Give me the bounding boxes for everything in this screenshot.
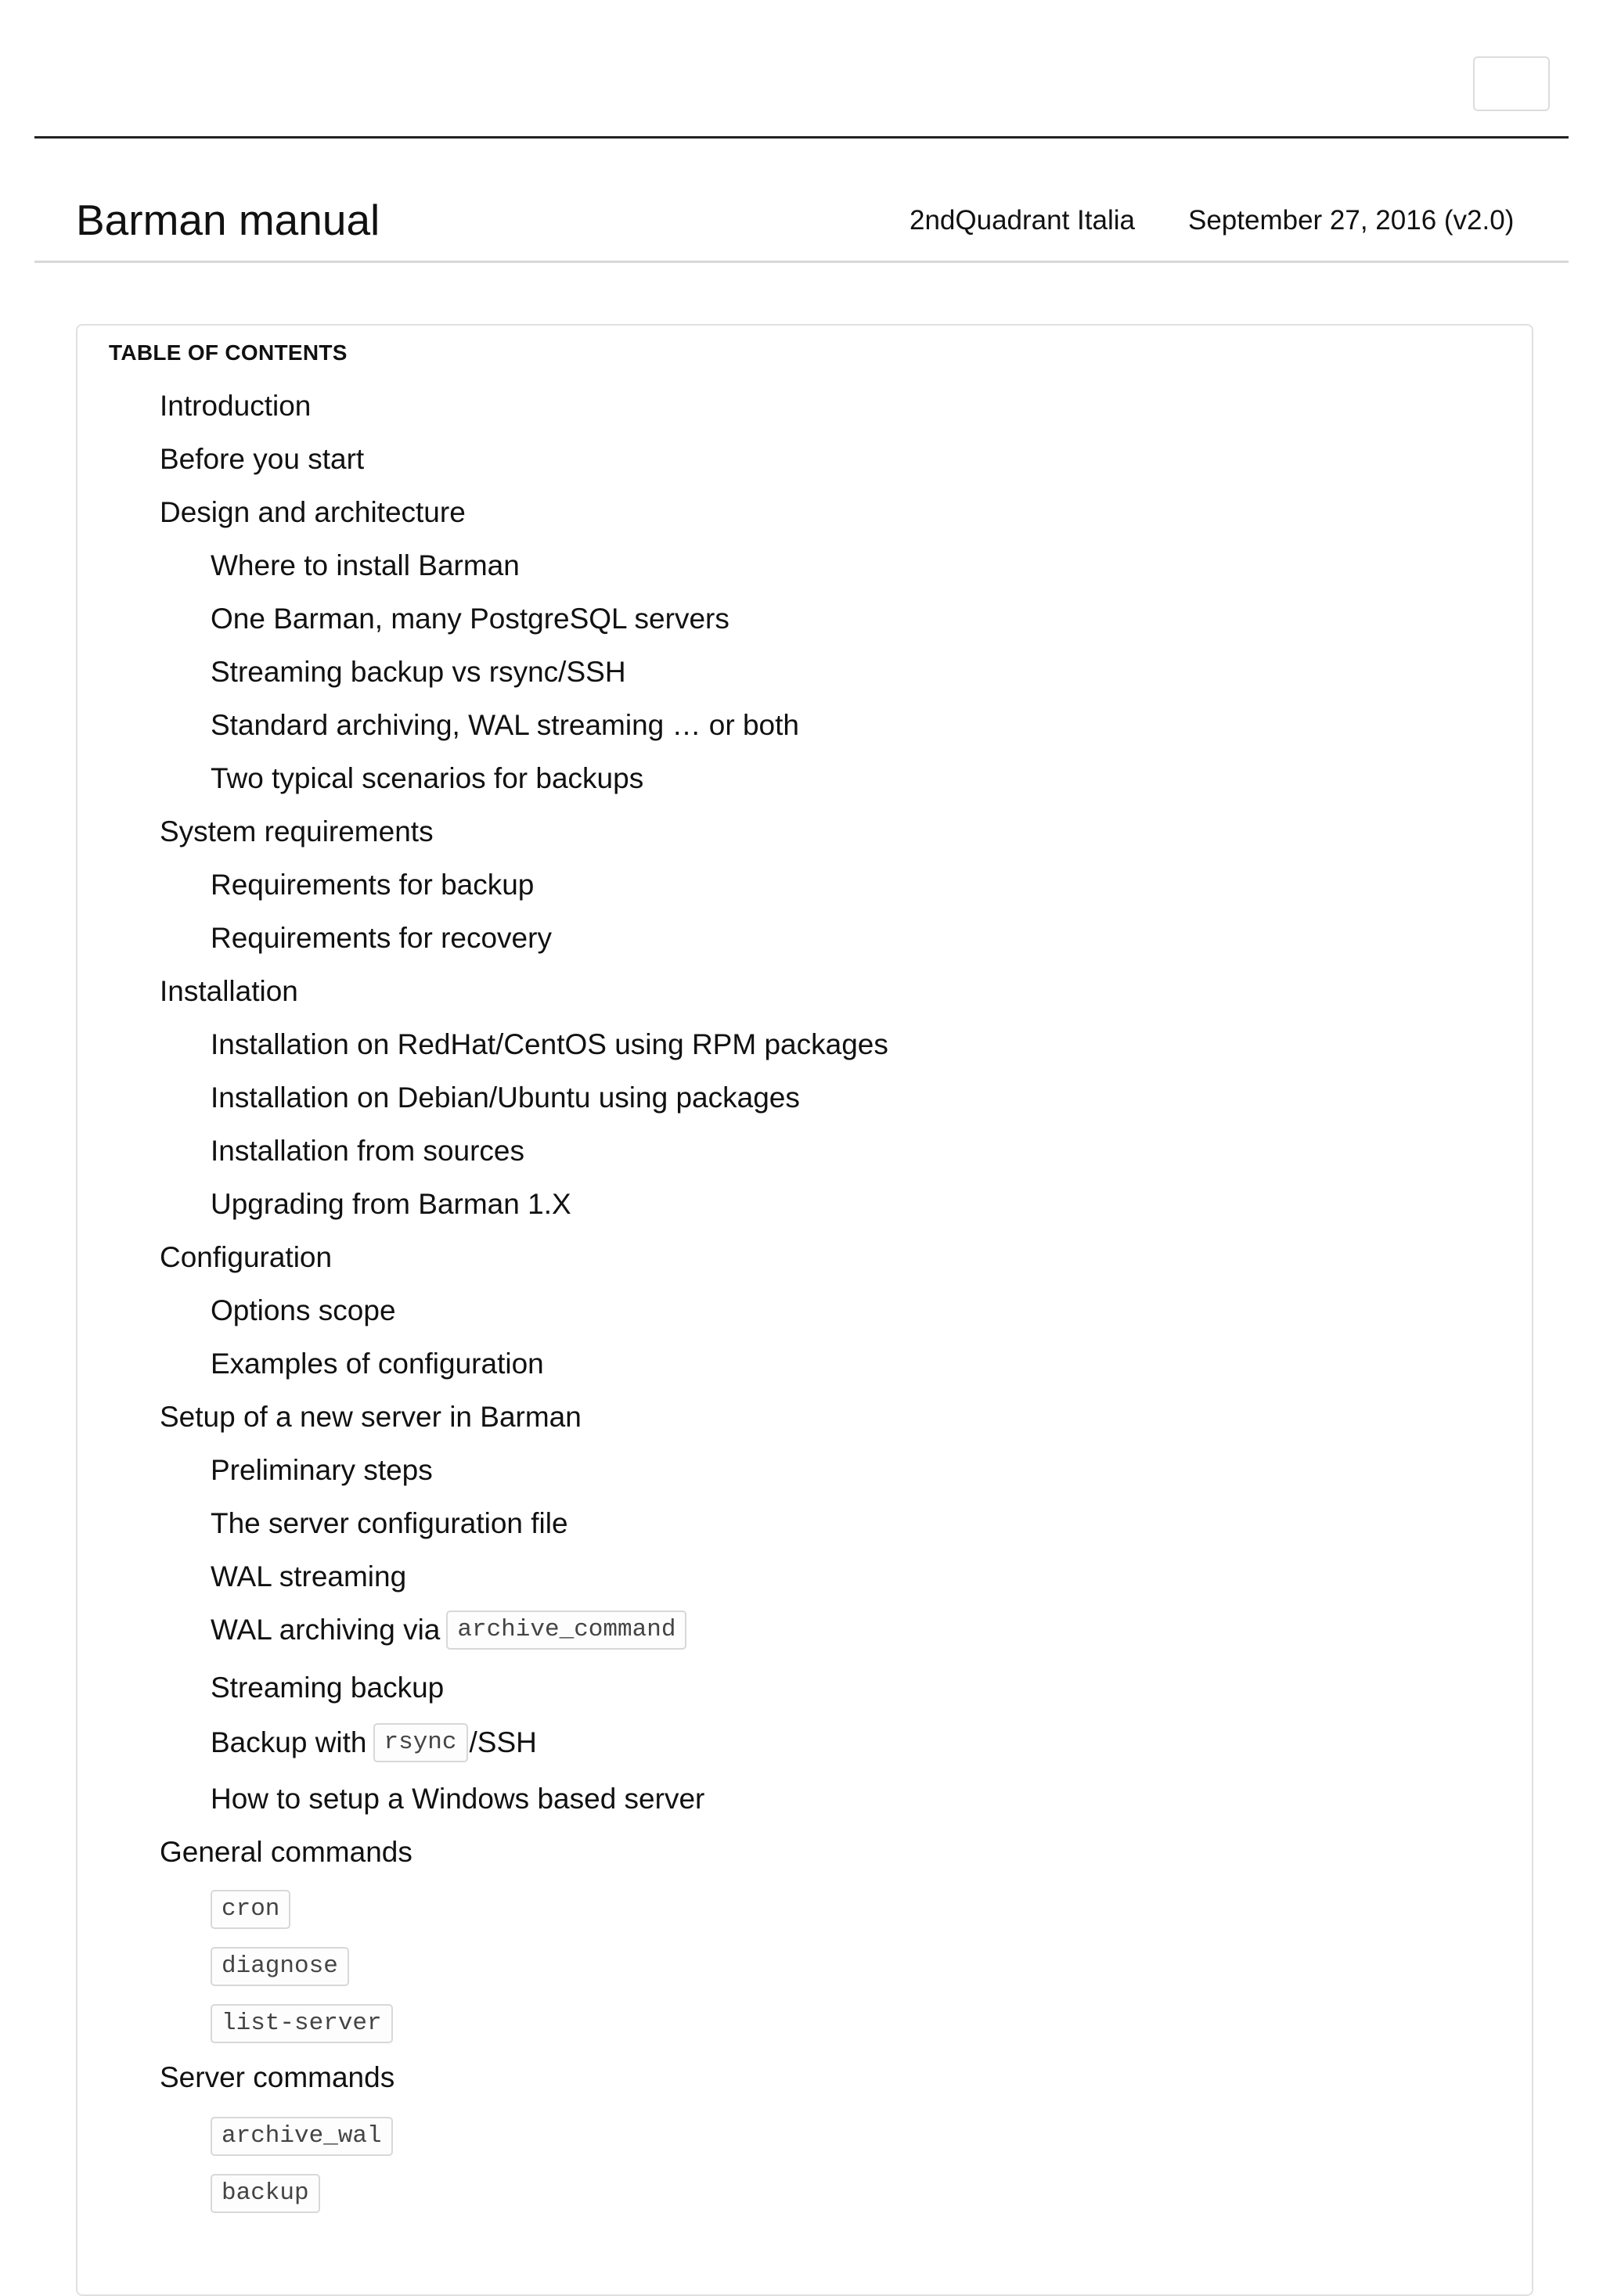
toc-item[interactable]: Server commands (160, 2061, 395, 2093)
toc-item[interactable]: General commands (160, 1836, 412, 1868)
toc-item[interactable]: Installation from sources (211, 1135, 525, 1167)
toc-item[interactable] (211, 2114, 393, 2156)
toc-item[interactable] (211, 2002, 393, 2043)
menu-button[interactable] (1473, 56, 1550, 111)
publication-date: September 27, 2016 (v2.0) (1188, 205, 1515, 236)
toc-item-code: archive_command (446, 1610, 686, 1650)
toc-item[interactable] (211, 1612, 688, 1651)
toc-item[interactable]: How to setup a Windows based server (211, 1783, 705, 1815)
toc-item[interactable]: System requirements (160, 815, 434, 848)
toc-item[interactable]: One Barman, many PostgreSQL servers (211, 603, 729, 635)
toc-item[interactable] (211, 2172, 320, 2213)
toc-item-code: cron (211, 1890, 290, 1929)
toc-item[interactable]: Options scope (211, 1294, 396, 1326)
toc-item-code: list-server (211, 2004, 393, 2043)
toc-item[interactable]: Configuration (160, 1241, 333, 1273)
toc-item[interactable]: Requirements for backup (211, 869, 535, 901)
toc-item[interactable]: Streaming backup vs rsync/SSH (211, 656, 626, 688)
toc-item[interactable] (211, 1945, 349, 1986)
toc-item-code: diagnose (211, 1947, 349, 1986)
toc-item[interactable]: Upgrading from Barman 1.X (211, 1188, 571, 1220)
toc-item-text: Backup with (211, 1726, 367, 1758)
toc-item[interactable]: Where to install Barman (211, 549, 520, 581)
author: 2ndQuadrant Italia (910, 205, 1135, 236)
toc-item-text: WAL archiving via (211, 1614, 441, 1646)
toc-heading: TABLE OF CONTENTS (109, 340, 348, 365)
toc-item[interactable]: Two typical scenarios for backups (211, 762, 644, 794)
toc-item[interactable]: Setup of a new server in Barman (160, 1401, 582, 1433)
page-title: Barman manual (76, 196, 380, 244)
toc-item[interactable]: Requirements for recovery (211, 922, 552, 954)
toc-item-code: rsync (373, 1723, 468, 1762)
toc-item[interactable]: Installation on Debian/Ubuntu using packages (211, 1081, 800, 1114)
toc-item[interactable]: Introduction (160, 390, 312, 422)
toc-item[interactable]: Installation on RedHat/CentOS using RPM packages (211, 1028, 888, 1060)
toc-item[interactable]: WAL streaming (211, 1560, 407, 1592)
top-divider (34, 136, 1569, 139)
toc-item[interactable] (211, 1888, 290, 1929)
toc-item[interactable]: Before you start (160, 443, 365, 475)
toc-item[interactable]: Preliminary steps (211, 1454, 433, 1486)
toc-item[interactable]: Design and architecture (160, 496, 466, 528)
toc-item[interactable]: Installation (160, 975, 298, 1007)
toc-item[interactable] (211, 1725, 537, 1764)
toc-item[interactable]: Streaming backup (211, 1672, 445, 1704)
toc-item[interactable]: Examples of configuration (211, 1348, 544, 1380)
toc-item-text: /SSH (469, 1726, 537, 1758)
toc-item-code: archive_wal (211, 2117, 393, 2156)
toc-item[interactable]: The server configuration file (211, 1507, 568, 1539)
header-divider (34, 261, 1569, 263)
toc-item-code: backup (211, 2174, 320, 2213)
toc-item[interactable]: Standard archiving, WAL streaming … or both (211, 709, 799, 741)
